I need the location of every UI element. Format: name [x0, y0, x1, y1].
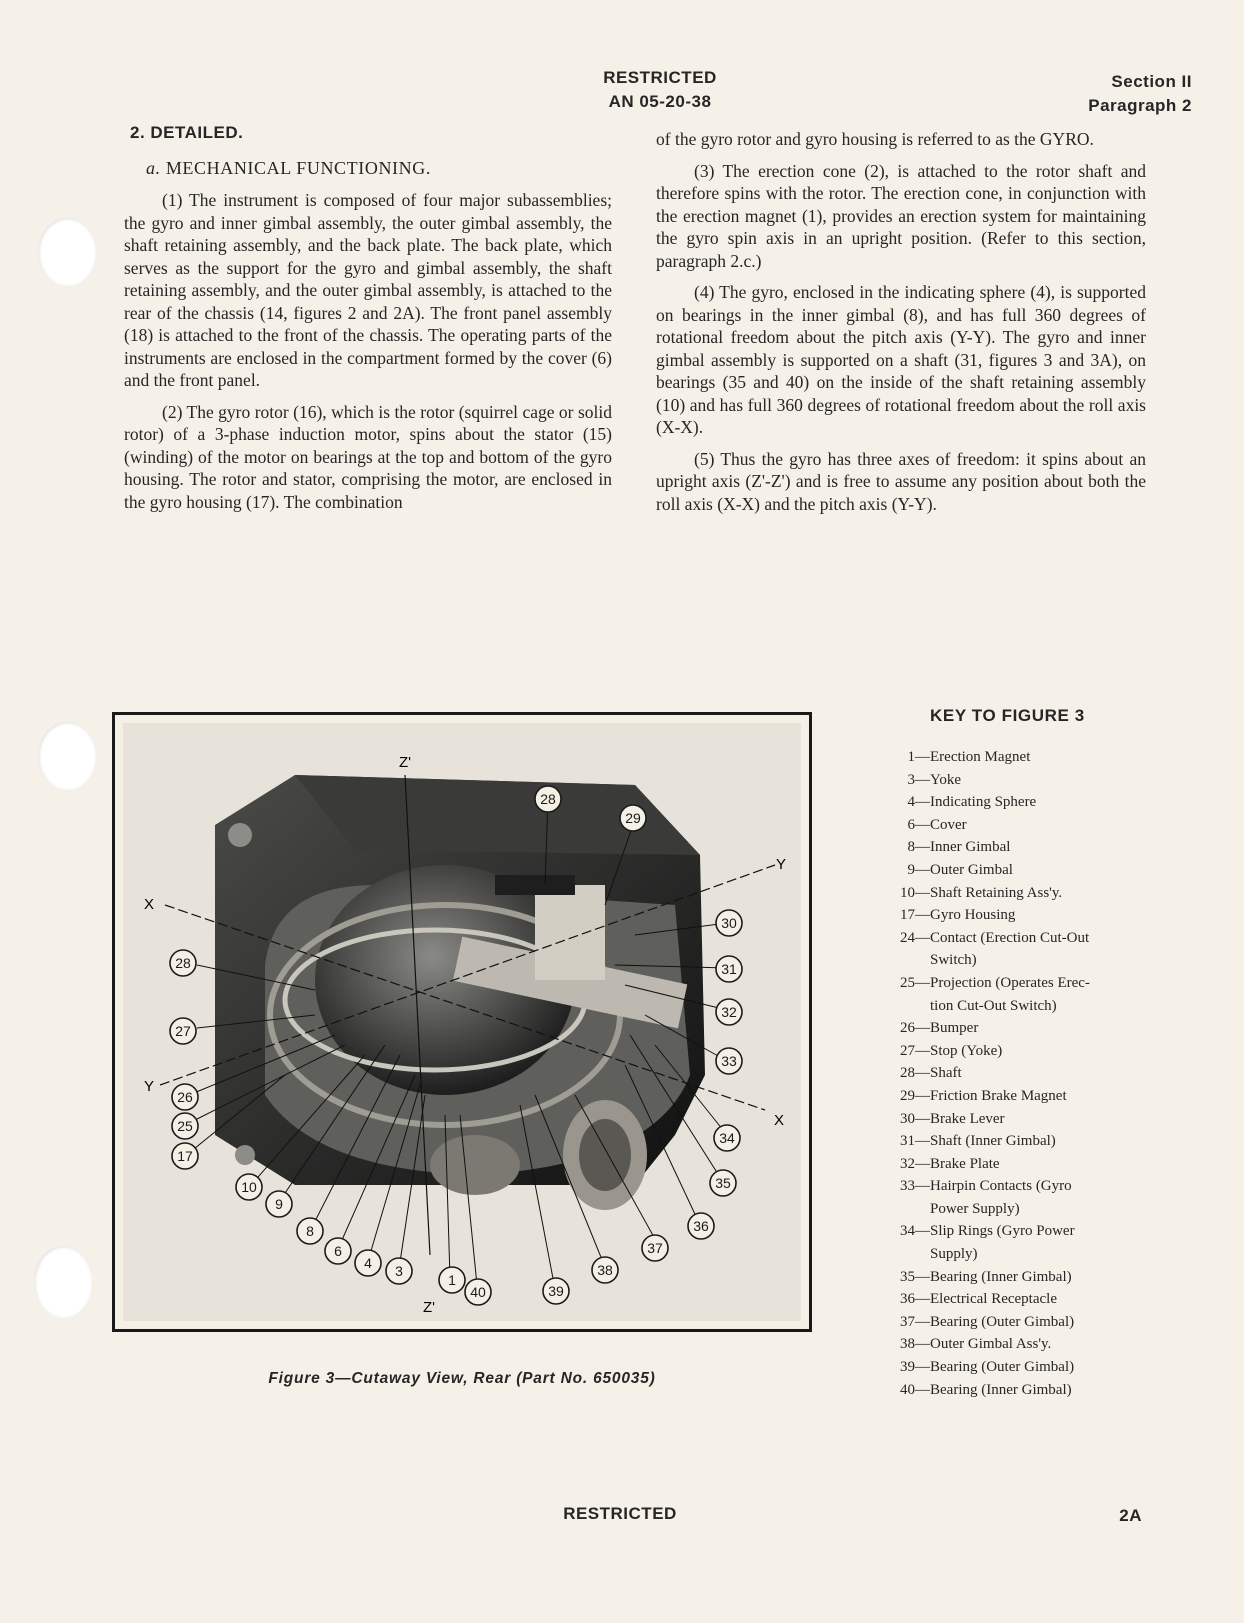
- key-item: [896, 1220, 1196, 1243]
- left-column: [124, 122, 612, 522]
- header-document-number: AN 05-20-38: [608, 92, 712, 111]
- key-list: [896, 746, 1196, 1401]
- figure-3-frame: [112, 712, 812, 1332]
- key-item-number: 37—: [900, 1313, 930, 1330]
- subheading: [146, 157, 612, 180]
- key-item: [896, 1040, 1196, 1063]
- key-item: [896, 1062, 1196, 1085]
- key-item-text: Friction Brake Magnet: [930, 1087, 1067, 1104]
- key-item-text: Slip Rings (Gyro Power: [930, 1223, 1075, 1240]
- brake-plate: [495, 875, 575, 895]
- key-item-number: 38—: [900, 1336, 930, 1353]
- header-paragraph: Paragraph 2: [1088, 96, 1192, 115]
- key-item-text: Shaft: [930, 1065, 962, 1082]
- callout-10: [236, 1174, 262, 1200]
- key-item-text: Bearing (Inner Gimbal): [930, 1381, 1072, 1398]
- callout-26: [170, 1018, 196, 1044]
- lower-bearing-housing: [430, 1135, 520, 1195]
- key-item-number: 35—: [900, 1268, 930, 1285]
- callout-24: [172, 1113, 198, 1139]
- key-item: [896, 1175, 1196, 1198]
- svg-text:29: 29: [625, 810, 641, 826]
- key-item-number: 1—: [907, 749, 930, 765]
- callout-27: [170, 950, 196, 976]
- key-item-number: 6—: [907, 816, 930, 833]
- section-heading: 2. DETAILED.: [130, 123, 244, 142]
- callout-25: [172, 1084, 198, 1110]
- key-item: [896, 882, 1196, 905]
- subheading-letter: a.: [146, 157, 161, 178]
- key-item-text: Bearing (Outer Gimbal): [930, 1359, 1075, 1376]
- key-item: [896, 769, 1196, 792]
- key-item-number: 25—: [900, 974, 930, 991]
- key-item-text: Inner Gimbal: [930, 839, 1011, 856]
- svg-text:38: 38: [597, 1262, 613, 1278]
- key-item-text: Projection (Operates Erec-: [930, 974, 1090, 991]
- paragraph-3: (3) The erection cone (2), is attached to the rotor shaft and therefore spins with the rotor. The erection cone, in conjunction with the erection magnet (1), provides an erection system for maintaining the gyro spin axis in an upright position. (Refer to this section, paragraph 2.c.): [656, 160, 1146, 271]
- axis-label-x-right: X: [773, 1112, 785, 1129]
- key-item-text: Stop (Yoke): [930, 1042, 1003, 1059]
- key-item-text: Brake Lever: [930, 1110, 1005, 1127]
- key-item-number: 8—: [907, 839, 930, 856]
- key-item: [896, 927, 1196, 950]
- svg-text:37: 37: [647, 1240, 663, 1256]
- key-item: [896, 1356, 1196, 1379]
- key-item: [896, 1288, 1196, 1311]
- key-item-number: 10—: [900, 884, 930, 901]
- callout-28: [535, 786, 561, 812]
- cutaway-illustration: [115, 715, 809, 1329]
- svg-text:26: 26: [177, 1089, 193, 1105]
- paragraph-2-continuation: of the gyro rotor and gyro housing is referred to as the GYRO.: [656, 129, 1094, 149]
- svg-text:8: 8: [306, 1223, 314, 1239]
- key-item-text: Yoke: [930, 771, 961, 788]
- key-item-number: 31—: [900, 1133, 930, 1150]
- key-item-text: Contact (Erection Cut-Out: [930, 929, 1090, 946]
- key-item-number: 34—: [900, 1223, 930, 1240]
- key-item: [896, 1108, 1196, 1131]
- header-section: Section II: [1111, 72, 1192, 91]
- receptacle-inner: [579, 1119, 631, 1191]
- key-item-text: Cover: [930, 816, 967, 833]
- binder-hole-middle: [38, 722, 96, 790]
- key-item-text: Electrical Receptacle: [930, 1291, 1057, 1308]
- svg-text:33: 33: [721, 1053, 737, 1069]
- svg-text:28: 28: [175, 955, 191, 971]
- key-item-number: 17—: [900, 907, 930, 924]
- callout-6: [325, 1238, 351, 1264]
- key-item-text: Shaft Retaining Ass'y.: [930, 884, 1063, 901]
- key-item: [896, 746, 1196, 769]
- key-item: [896, 1311, 1196, 1334]
- key-item: [896, 791, 1196, 814]
- key-item: [896, 1085, 1196, 1108]
- key-item-number: 27—: [900, 1042, 930, 1059]
- case-corner-bolt-lower: [235, 1145, 255, 1165]
- callout-9: [266, 1191, 292, 1217]
- svg-text:32: 32: [721, 1004, 737, 1020]
- page-header-center: [560, 66, 760, 114]
- axis-label-x-left: X: [143, 896, 155, 913]
- key-item-number: 24—: [900, 929, 930, 946]
- key-item: [896, 904, 1196, 927]
- key-item-text: Hairpin Contacts (Gyro: [930, 1178, 1072, 1195]
- svg-text:6: 6: [334, 1243, 342, 1259]
- paragraph-2: (2) The gyro rotor (16), which is the rotor (squirrel cage or solid rotor) of a 3-phase induction motor, spins about the stator (15) (winding) of the motor on bearings at the top and bottom of the gyro housing. The rotor and stator, comprising the motor, are enclosed in the gyro housing (17). The combination: [124, 401, 612, 512]
- callout-1: [439, 1267, 465, 1293]
- key-item-continuation: tion Cut-Out Switch): [930, 997, 1057, 1014]
- key-item-number: 32—: [900, 1155, 930, 1172]
- svg-text:40: 40: [470, 1284, 486, 1300]
- callout-34: [714, 1125, 740, 1151]
- key-title: KEY TO FIGURE 3: [930, 706, 1085, 725]
- svg-text:3: 3: [395, 1263, 403, 1279]
- callout-4: [355, 1250, 381, 1276]
- brake-magnet-block: [535, 885, 605, 980]
- key-item-continuation: Switch): [930, 952, 977, 969]
- callout-40: [465, 1279, 491, 1305]
- callout-33: [716, 1048, 742, 1074]
- key-item-number: 9—: [907, 861, 930, 878]
- subheading-text: MECHANICAL FUNCTIONING.: [165, 157, 431, 178]
- callout-17: [172, 1143, 198, 1169]
- svg-text:25: 25: [177, 1118, 193, 1134]
- key-item-number: 40—: [900, 1381, 930, 1398]
- figure-key: [896, 706, 1196, 1401]
- key-item-number: 4—: [907, 794, 930, 811]
- callout-35: [710, 1170, 736, 1196]
- callout-36: [688, 1213, 714, 1239]
- callout-38: [592, 1257, 618, 1283]
- svg-text:4: 4: [364, 1255, 372, 1271]
- callout-39: [543, 1278, 569, 1304]
- key-item-number: 28—: [900, 1065, 930, 1082]
- binder-hole-top: [38, 218, 96, 286]
- key-item-text: Bearing (Outer Gimbal): [930, 1313, 1075, 1330]
- svg-text:27: 27: [175, 1023, 191, 1039]
- axis-label-y-left: Y: [143, 1078, 155, 1095]
- key-item: [896, 1379, 1196, 1402]
- page-header-right: [1088, 70, 1192, 118]
- paragraph-1: (1) The instrument is composed of four major subassemblies; the gyro and inner gimbal assembly, the outer gimbal assembly, the shaft retaining assembly, and the back plate. The back plate, which serves as the support for the gyro and gimbal assembly, the shaft retaining assembly, and the outer gimbal assembly, is attached to the rear of the chassis (14, figures 2 and 2A). The front panel assembly (18) is attached to the front of the chassis. The operating parts of the instruments are enclosed in the compartment formed by the cover (6) and the front panel.: [124, 190, 612, 390]
- axis-label-z-bottom: Z': [422, 1299, 436, 1316]
- svg-text:17: 17: [177, 1148, 193, 1164]
- figure-caption: Figure 3—Cutaway View, Rear (Part No. 650035): [268, 1370, 656, 1387]
- callout-31: [716, 956, 742, 982]
- paragraph-5: (5) Thus the gyro has three axes of freedom: it spins about an upright axis (Z'-Z') and is free to assume any position about both the roll axis (X-X) and the pitch axis (Y-Y).: [656, 448, 1146, 514]
- key-item-text: Indicating Sphere: [930, 794, 1037, 811]
- key-item-text: Outer Gimbal: [930, 861, 1013, 878]
- footer-classification: RESTRICTED: [563, 1504, 677, 1523]
- key-item-number: 29—: [900, 1087, 930, 1104]
- key-item: [896, 1333, 1196, 1356]
- key-item-continuation: Power Supply): [930, 1200, 1020, 1217]
- key-item: [896, 1153, 1196, 1176]
- svg-text:31: 31: [721, 961, 737, 977]
- key-item: [896, 1266, 1196, 1289]
- header-classification: RESTRICTED: [603, 68, 717, 87]
- svg-text:30: 30: [721, 915, 737, 931]
- binder-hole-bottom: [34, 1246, 92, 1318]
- key-item-text: Bearing (Inner Gimbal): [930, 1268, 1072, 1285]
- key-item-text: Erection Magnet: [930, 749, 1031, 765]
- key-item: [896, 1017, 1196, 1040]
- case-corner-bolt: [228, 823, 252, 847]
- svg-text:28: 28: [540, 791, 556, 807]
- key-item-text: Gyro Housing: [930, 907, 1016, 924]
- callout-3: [386, 1258, 412, 1284]
- svg-text:36: 36: [693, 1218, 709, 1234]
- svg-text:35: 35: [715, 1175, 731, 1191]
- key-item-text: Outer Gimbal Ass'y.: [930, 1336, 1052, 1353]
- svg-text:10: 10: [241, 1179, 257, 1195]
- right-column: [656, 128, 1146, 524]
- key-item-text: Shaft (Inner Gimbal): [930, 1133, 1056, 1150]
- key-item-number: 36—: [900, 1291, 930, 1308]
- key-item: [896, 972, 1196, 995]
- key-item-continuation: Supply): [930, 1246, 978, 1263]
- key-item-number: 3—: [907, 771, 930, 788]
- key-item-number: 39—: [900, 1359, 930, 1376]
- callout-30: [716, 910, 742, 936]
- key-item-number: 33—: [900, 1178, 930, 1195]
- callout-37: [642, 1235, 668, 1261]
- key-item: [896, 836, 1196, 859]
- key-item-text: Bumper: [930, 1020, 979, 1037]
- svg-text:9: 9: [275, 1196, 283, 1212]
- svg-text:1: 1: [448, 1272, 456, 1288]
- callout-29: [620, 805, 646, 831]
- key-item: [896, 859, 1196, 882]
- key-item: [896, 814, 1196, 837]
- key-item: [896, 1130, 1196, 1153]
- paragraph-4: (4) The gyro, enclosed in the indicating sphere (4), is supported on bearings in the inner gimbal (8), and has full 360 degrees of rotational freedom about the pitch axis (Y-Y). The gyro and inner gimbal assembly is supported on a shaft (31, figures 3 and 3A), on bearings (35 and 40) on the inside of the shaft retaining assembly (10) and has full 360 degrees of rotational freedom about the roll axis (X-X).: [656, 282, 1146, 437]
- svg-text:39: 39: [548, 1283, 564, 1299]
- callout-32: [716, 999, 742, 1025]
- axis-label-z-top: Z': [398, 754, 412, 771]
- key-item-text: Brake Plate: [930, 1155, 1000, 1172]
- page-number: 2A: [1119, 1506, 1142, 1525]
- key-item-number: 30—: [900, 1110, 930, 1127]
- svg-text:34: 34: [719, 1130, 735, 1146]
- callout-8: [297, 1218, 323, 1244]
- key-item-number: 26—: [900, 1020, 930, 1037]
- axis-label-y-right: Y: [775, 856, 787, 873]
